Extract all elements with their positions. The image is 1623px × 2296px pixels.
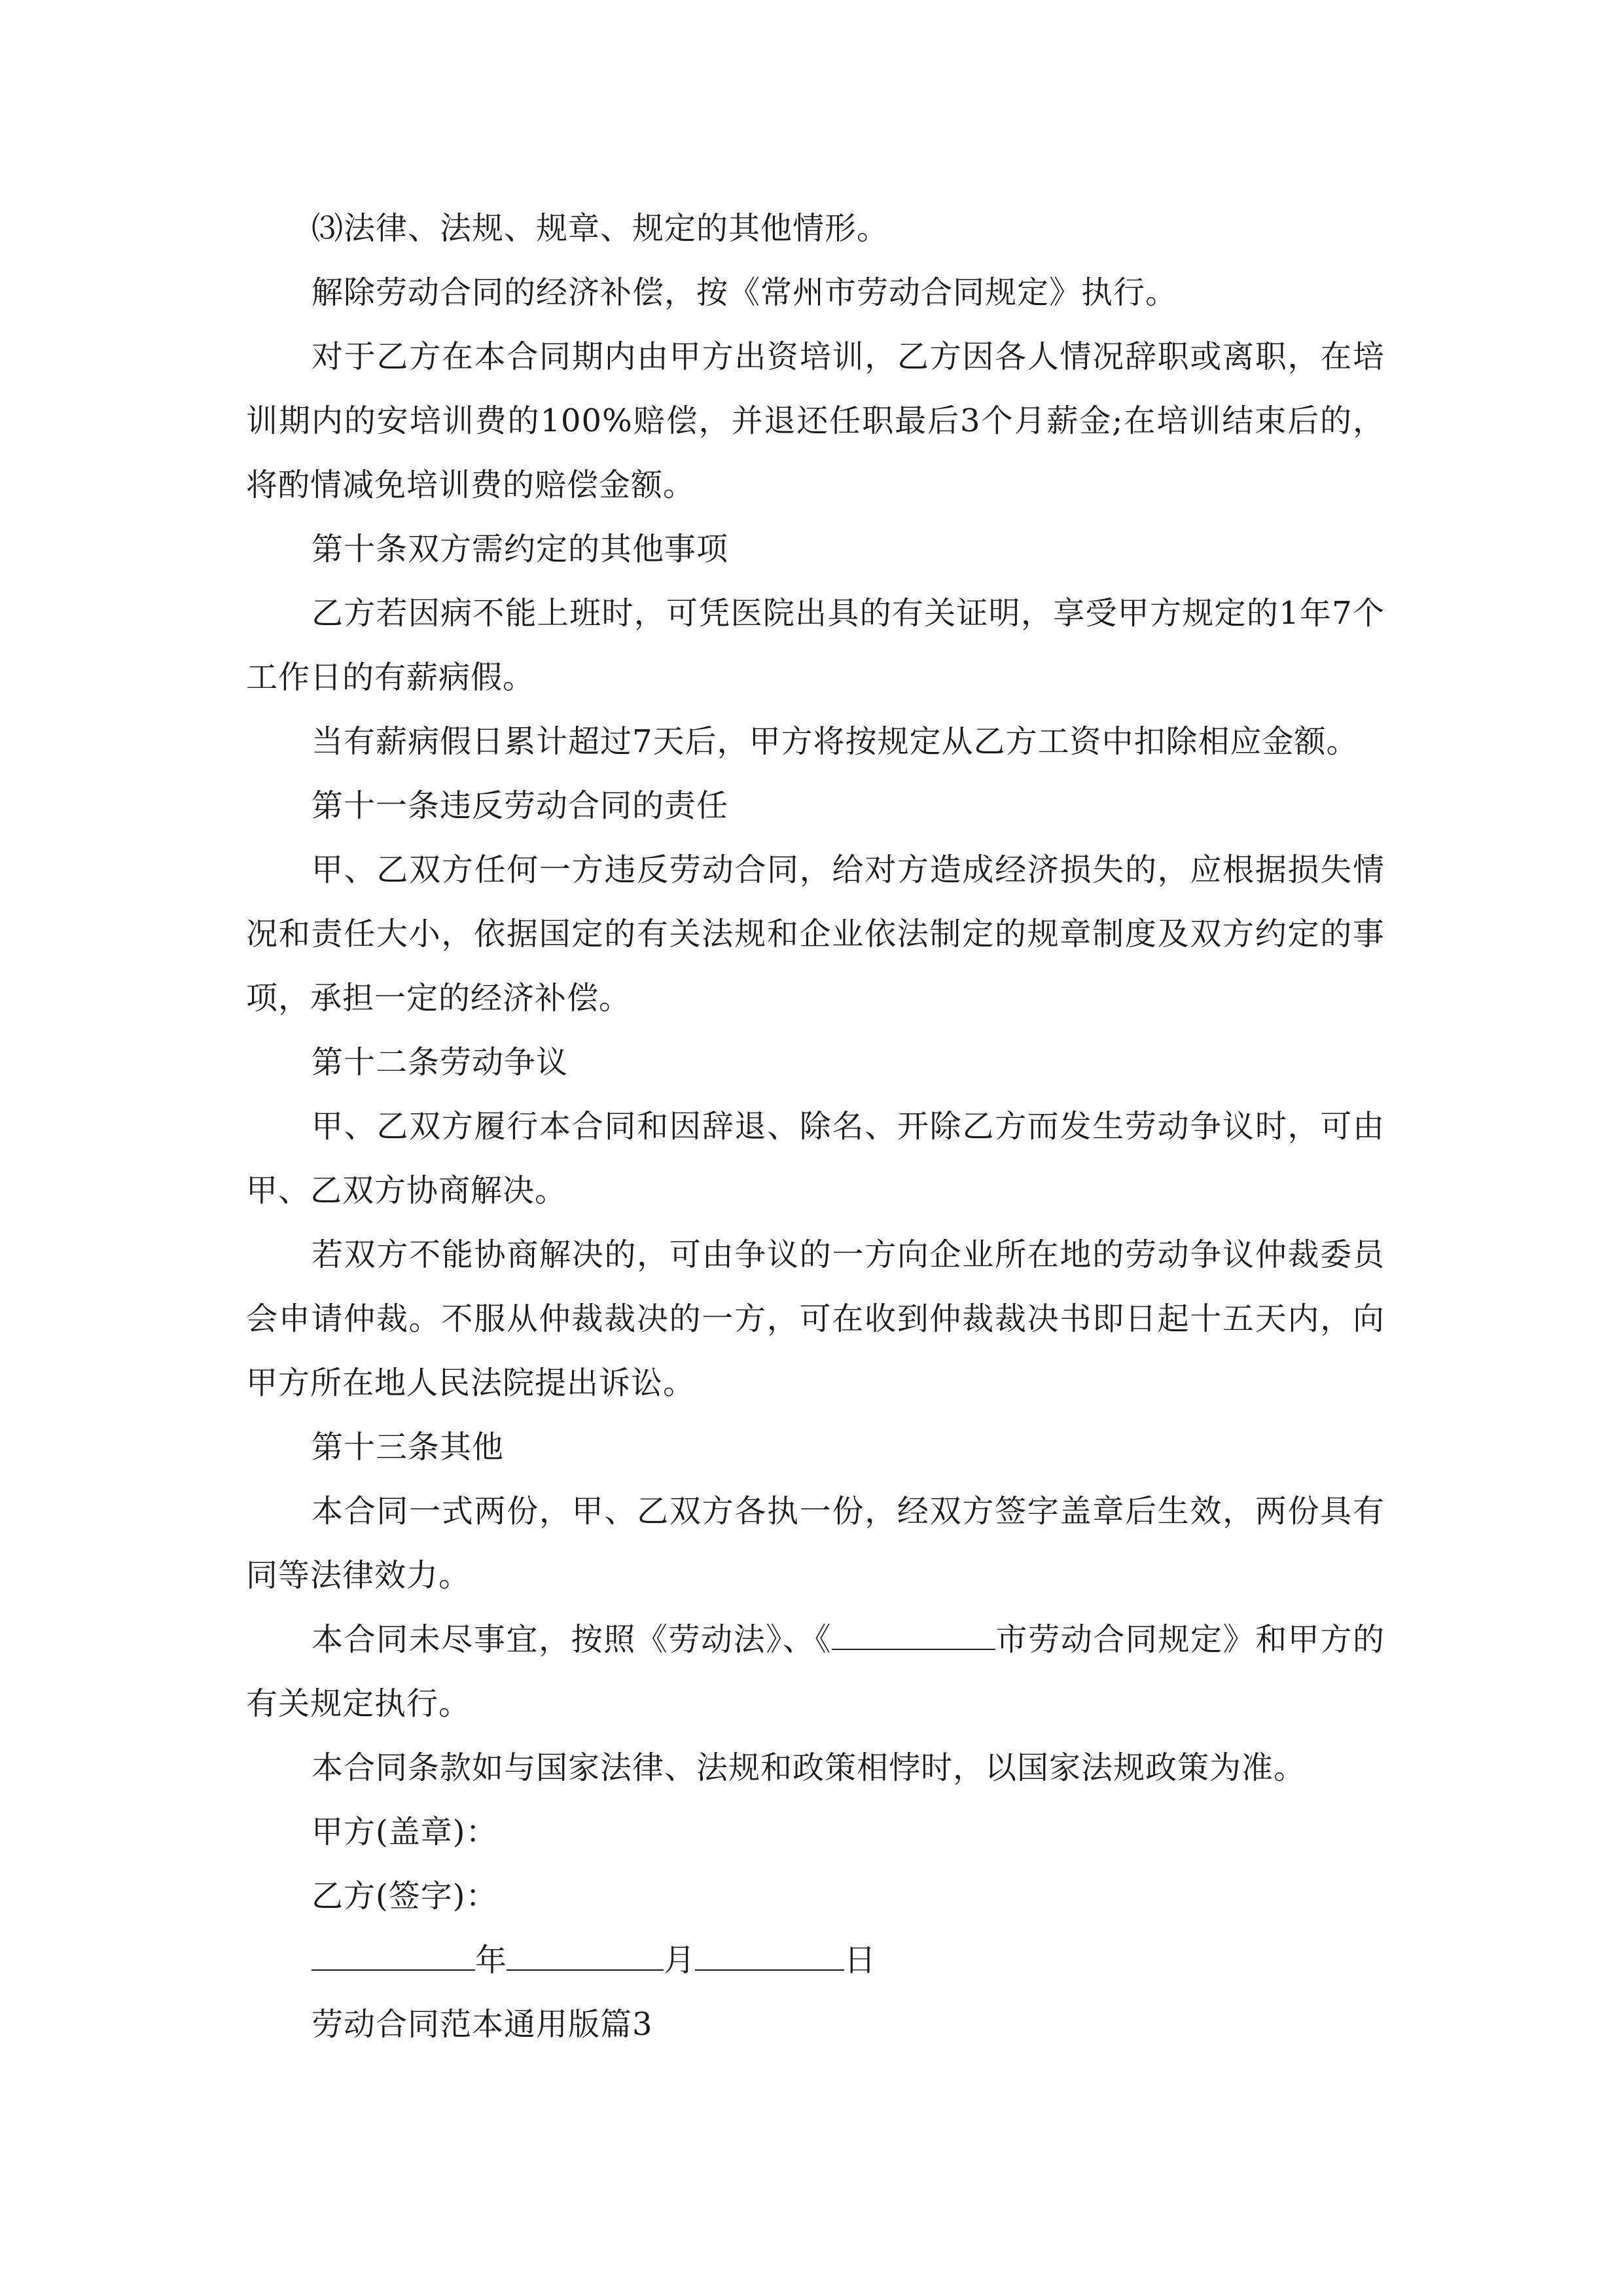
paragraph-conflict-rule: 本合同条款如与国家法律、法规和政策相悖时，以国家法规政策为准。 [312,1749,1306,1786]
paragraph-dispute-negotiation: 甲、乙双方履行本合同和因辞退、除名、开除乙方而发生劳动争议时，可由甲、乙双方协商解决。 [246,1108,1385,1209]
day-blank-field[interactable] [695,1943,844,1971]
heading-article-12: 第十二条劳动争议 [312,1044,569,1081]
city-blank-field[interactable] [832,1623,995,1650]
date-line [246,1928,1385,1992]
heading-article-10: 第十条双方需约定的其他事项 [312,531,729,567]
paragraph-sick-leave-deduction: 当有薪病假日累计超过7天后，甲方将按规定从乙方工资中扣除相应金额。 [312,723,1359,760]
unspecified-matters-text-before: 本合同未尽事宜，按照《劳动法》、《 [312,1621,832,1658]
paragraph-unspecified-matters [246,1607,1385,1736]
paragraph-termination-other-cases: ⑶法律、法规、规章、规定的其他情形。 [312,210,889,247]
month-label: 月 [664,1942,696,1979]
year-blank-field[interactable] [312,1943,475,1971]
paragraph-sick-leave: 乙方若因病不能上班时，可凭医院出具的有关证明，享受甲方规定的1年7个工作日的有薪病假。 [246,595,1385,696]
next-section-title: 劳动合同范本通用版篇3 [312,2006,653,2043]
document-body [246,196,1385,2056]
paragraph-breach-liability: 甲、乙双方任何一方违反劳动合同，给对方造成经济损失的，应根据损失情况和责任大小，依据国定的有关法规和企业依法制定的规章制度及双方约定的事项，承担一定的经济补偿。 [246,852,1385,1016]
paragraph-copies: 本合同一式两份，甲、乙双方各执一份，经双方签字盖章后生效，两份具有同等法律效力。 [246,1493,1385,1594]
heading-article-13: 第十三条其他 [312,1429,505,1465]
paragraph-economic-compensation: 解除劳动合同的经济补偿，按《常州市劳动合同规定》执行。 [312,274,1178,311]
party-a-seal-label: 甲方(盖章)： [312,1814,498,1850]
heading-article-11: 第十一条违反劳动合同的责任 [312,787,729,824]
party-b-signature-label: 乙方(签字)： [312,1878,498,1914]
month-blank-field[interactable] [507,1943,664,1971]
paragraph-training-compensation: 对于乙方在本合同期内由甲方出资培训，乙方因各人情况辞职或离职，在培训期内的安培训费的100%赔偿，并退还任职最后3个月薪金;在培训结束后的，将酌情减免培训费的赔偿金额。 [246,338,1385,503]
year-label: 年 [475,1942,507,1979]
day-label: 日 [844,1942,876,1979]
paragraph-dispute-arbitration: 若双方不能协商解决的，可由争议的一方向企业所在地的劳动争议仲裁委员会申请仲裁。不服从仲裁裁决的一方，可在收到仲裁裁决书即日起十五天内，向甲方所在地人民法院提出诉讼。 [246,1236,1385,1401]
unspecified-matters-text-after: 市劳动合同规定》和甲方的有关规定执行。 [246,1621,1385,1722]
